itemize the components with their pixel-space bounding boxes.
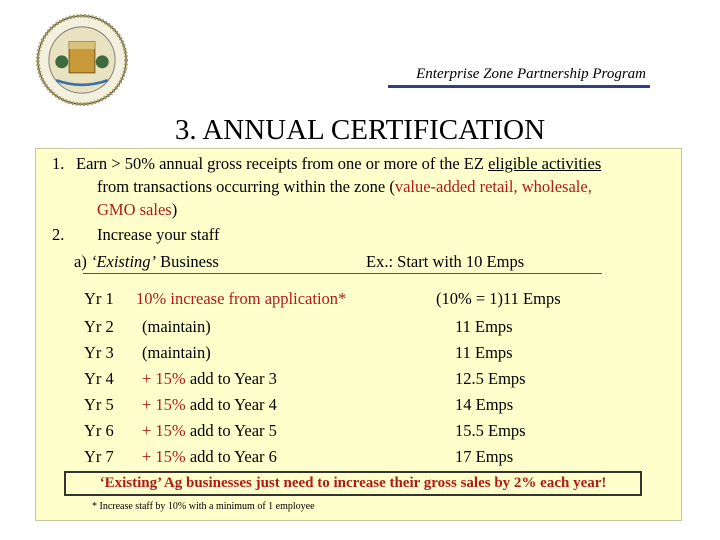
item1-line2: from transactions occurring within the zone (value-added retail, wholesale, xyxy=(97,177,592,196)
row-emps: (10% = 1)11 Emps xyxy=(436,289,561,308)
row-desc: + 15% add to Year 5 xyxy=(142,421,277,440)
row-desc: + 15% add to Year 6 xyxy=(142,447,277,466)
sub-a-line: a) ‘Existing’ Business xyxy=(74,252,219,271)
row-desc: 10% increase from application* xyxy=(136,289,347,308)
row-emps: 11 Emps xyxy=(455,343,513,362)
row-year: Yr 4 xyxy=(84,369,114,388)
row-emps: 14 Emps xyxy=(455,395,514,414)
row-emps: 15.5 Emps xyxy=(455,421,526,440)
ag-business-callout: ‘Existing’ Ag businesses just need to increase their gross sales by 2% each year! xyxy=(64,471,642,496)
footnote: * Increase staff by 10% with a minimum of 1 employee xyxy=(92,501,315,512)
header-rule xyxy=(388,85,650,88)
eligible-activities-link[interactable]: eligible activities xyxy=(488,154,602,173)
example-text: Ex.: Start with 10 Emps xyxy=(366,252,525,271)
row-emps: 11 Emps xyxy=(455,317,513,336)
item1-line3: GMO sales) xyxy=(97,200,178,219)
row-year: Yr 7 xyxy=(84,447,114,466)
row-year: Yr 5 xyxy=(84,395,114,414)
row-emps: 12.5 Emps xyxy=(455,369,526,388)
item1-line1: Earn > 50% annual gross receipts from one or more of the EZ eligible activities xyxy=(76,154,602,173)
row-year: Yr 6 xyxy=(84,421,114,440)
row-emps: 17 Emps xyxy=(455,447,514,466)
row-desc: (maintain) xyxy=(142,317,211,336)
item2-text: Increase your staff xyxy=(97,225,220,244)
section-divider xyxy=(83,273,602,274)
row-year: Yr 3 xyxy=(84,343,114,362)
row-desc: + 15% add to Year 4 xyxy=(142,395,277,414)
page-title: 3. ANNUAL CERTIFICATION xyxy=(174,114,546,146)
state-seal-icon xyxy=(36,14,128,106)
item2-number: 2. xyxy=(52,225,65,244)
row-year: Yr 1 xyxy=(84,289,114,308)
row-desc: (maintain) xyxy=(142,343,211,362)
row-year: Yr 2 xyxy=(84,317,114,336)
program-name: Enterprise Zone Partnership Program xyxy=(416,66,646,82)
item1-number: 1. xyxy=(52,154,65,173)
row-desc: + 15% add to Year 3 xyxy=(142,369,277,388)
